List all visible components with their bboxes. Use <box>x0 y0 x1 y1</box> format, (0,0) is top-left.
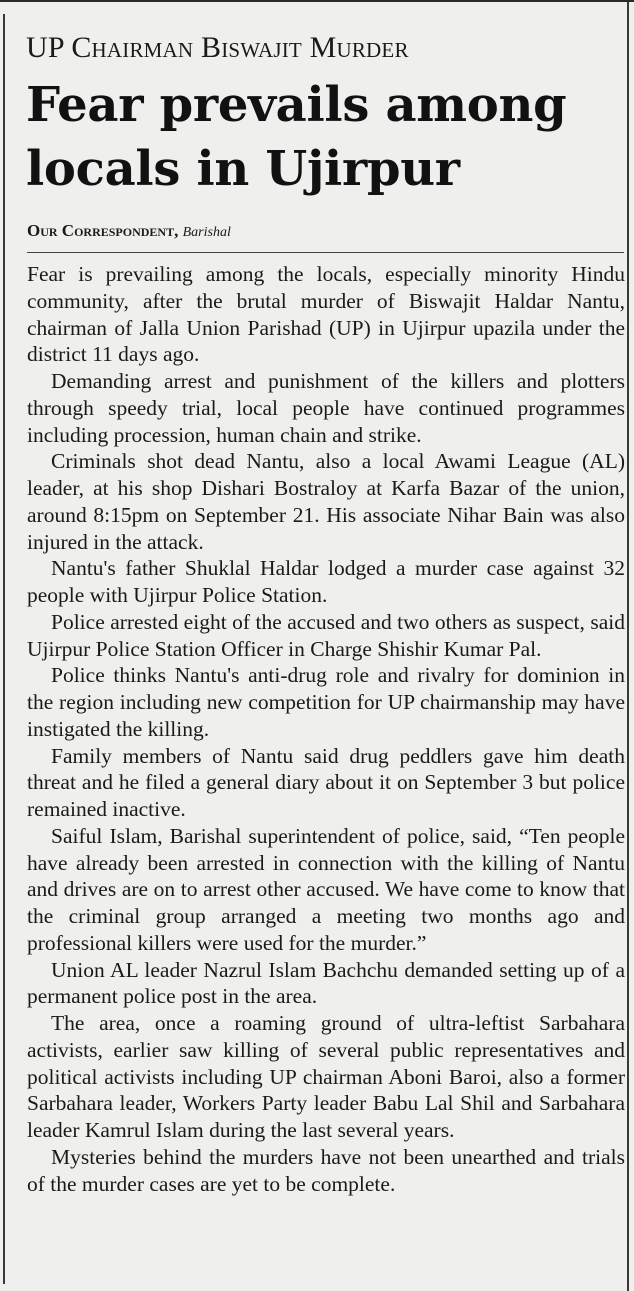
article-paragraph: Family members of Nantu said drug peddlers gave him death threat and he filed a general diary about it on September 3 but police remained inactive. <box>27 743 625 821</box>
article-body <box>27 261 625 1197</box>
article-paragraph: Criminals shot dead Nantu, also a local Awami League (AL) leader, at his shop Dishari Bostraloy at Karfa Bazar of the union, around 8:15pm on September 21. His associate Nihar Bain was also injured in the attack. <box>27 449 625 554</box>
article-paragraph: Police thinks Nantu's anti-drug role and rivalry for dominion in the region including new competition for UP chairmanship may have instigated the killing. <box>27 663 625 741</box>
article-paragraph: Fear is prevailing among the locals, especially minority Hindu community, after the brutal murder of Biswajit Haldar Nantu, chairman of Jalla Union Parishad (UP) in Ujirpur upazila under the district 11 days ago. <box>27 262 625 367</box>
byline-divider <box>27 252 624 253</box>
column-left-rule <box>3 14 5 1284</box>
byline-author: Our Correspondent, <box>27 221 179 240</box>
column-right-rule <box>627 2 629 1291</box>
article-paragraph: Mysteries behind the murders have not been unearthed and trials of the murder cases are yet to be complete. <box>27 1144 625 1196</box>
article-paragraph: Demanding arrest and punishment of the killers and plotters through speedy trial, local people have continued programmes including procession, human chain and strike. <box>27 369 625 447</box>
article-paragraph: Union AL leader Nazrul Islam Bachchu demanded setting up of a permanent police post in the area. <box>27 957 625 1009</box>
article-headline: Fear prevails among locals in Ujirpur <box>26 77 567 197</box>
article-paragraph: Police arrested eight of the accused and two others as suspect, said Ujirpur Police Station Officer in Charge Shishir Kumar Pal. <box>27 609 625 661</box>
article-paragraph: Nantu's father Shuklal Haldar lodged a murder case against 32 people with Ujirpur Police Station. <box>27 556 625 607</box>
byline-place: Barishal <box>182 225 231 240</box>
article-kicker: UP Chairman Biswajit Murder <box>26 31 409 64</box>
byline <box>27 221 231 243</box>
article-paragraph: Saiful Islam, Barishal superintendent of police, said, “Ten people have already been arrested in connection with the killing of Nantu and drives are on to arrest other accused. We have come to know that the criminal group arranged a meeting two months ago and professional killers were used for the murder.” <box>27 823 625 955</box>
article-paragraph: The area, once a roaming ground of ultra-leftist Sarbahara activists, earlier saw killing of several public representatives and political activists including UP chairman Aboni Baroi, also a former Sarbahara leader, Workers Party leader Babu Lal Shil and Sarbahara leader Kamrul Islam during the last several years. <box>27 1011 625 1142</box>
